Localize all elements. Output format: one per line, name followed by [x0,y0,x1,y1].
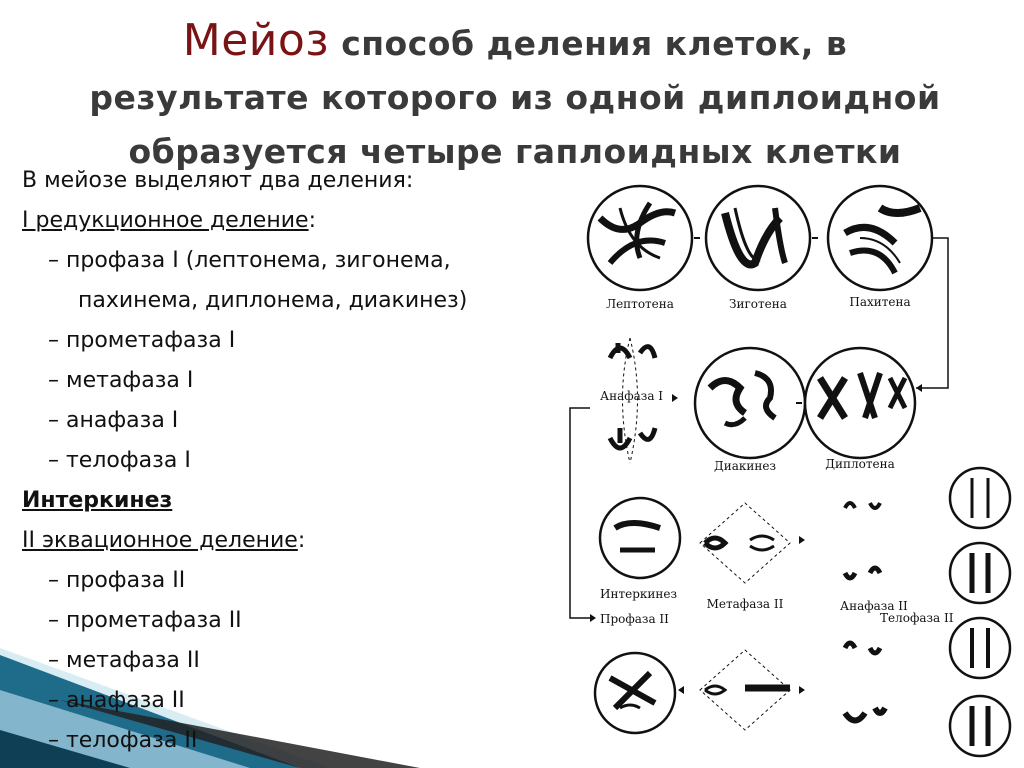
interkinesis-cell [600,498,680,578]
label-diakinesis: Диакинез [713,459,777,473]
telophase1-item: – телофаза I [48,448,191,473]
prophase2-item: – профаза II [48,568,186,593]
title-line3: образуется четыре гаплоидных клетки [128,132,902,171]
metaphase2-top [700,503,790,583]
anaphase2-bottom [845,643,885,721]
telophase2-item: – телофаза II [48,728,198,753]
prometaphase2-item: – прометафаза II [48,608,242,633]
meiosis-diagram [560,178,1024,768]
anaphase2-item: – анафаза II [48,688,185,713]
label-diplotene: Диплотена [825,457,895,471]
prophase1-line-b: пахинема, диплонема, диакинез) [78,288,468,313]
diakinesis-cell [695,348,805,458]
division1-title: I редукционное деление [22,208,309,233]
label-interkinesis: Интеркинез [600,587,678,601]
label-prophase2: Профаза II [600,612,669,626]
division1-heading [22,208,316,233]
telophase2-cells [950,468,1010,756]
metaphase2-item: – метафаза II [48,648,200,673]
label-pachytene: Пахитена [849,295,911,309]
anaphase1-item: – анафаза I [48,408,179,433]
pachytene-cell [828,186,932,290]
metaphase1-item: – метафаза I [48,368,194,393]
title-line1: способ деления клеток, в [329,24,848,63]
diplotene-cell [805,348,915,458]
slide-title [40,14,990,179]
title-word: Мейоз [182,15,330,66]
prometaphase1-item: – прометафаза I [48,328,236,353]
division1-colon: : [308,208,316,233]
zygotene-cell [706,186,810,290]
metaphase2-bottom [700,650,790,730]
prophase1-line-a: – профаза I (лептонема, зигонема, [48,248,451,273]
division2-colon: : [297,528,306,553]
label-zygotene: Зиготена [729,297,787,311]
leptotene-cell [588,186,692,290]
title-line2: результате которого из одной диплоидной [89,78,941,117]
label-anaphase2: Анафаза II [840,599,908,613]
intro-text: В мейозе выделяют два деления: [22,168,414,193]
label-telophase2: Телофаза II [880,611,954,625]
label-anaphase1: Анафаза I [600,389,664,403]
anaphase2-top [845,503,880,578]
division2-heading [22,528,305,553]
prophase2-cell [595,653,675,733]
division2-title: II эквационное деление [22,528,298,553]
label-metaphase2: Метафаза II [706,597,784,611]
label-leptotene: Лептотена [606,297,674,311]
interkinesis-heading: Интеркинез [22,488,173,513]
